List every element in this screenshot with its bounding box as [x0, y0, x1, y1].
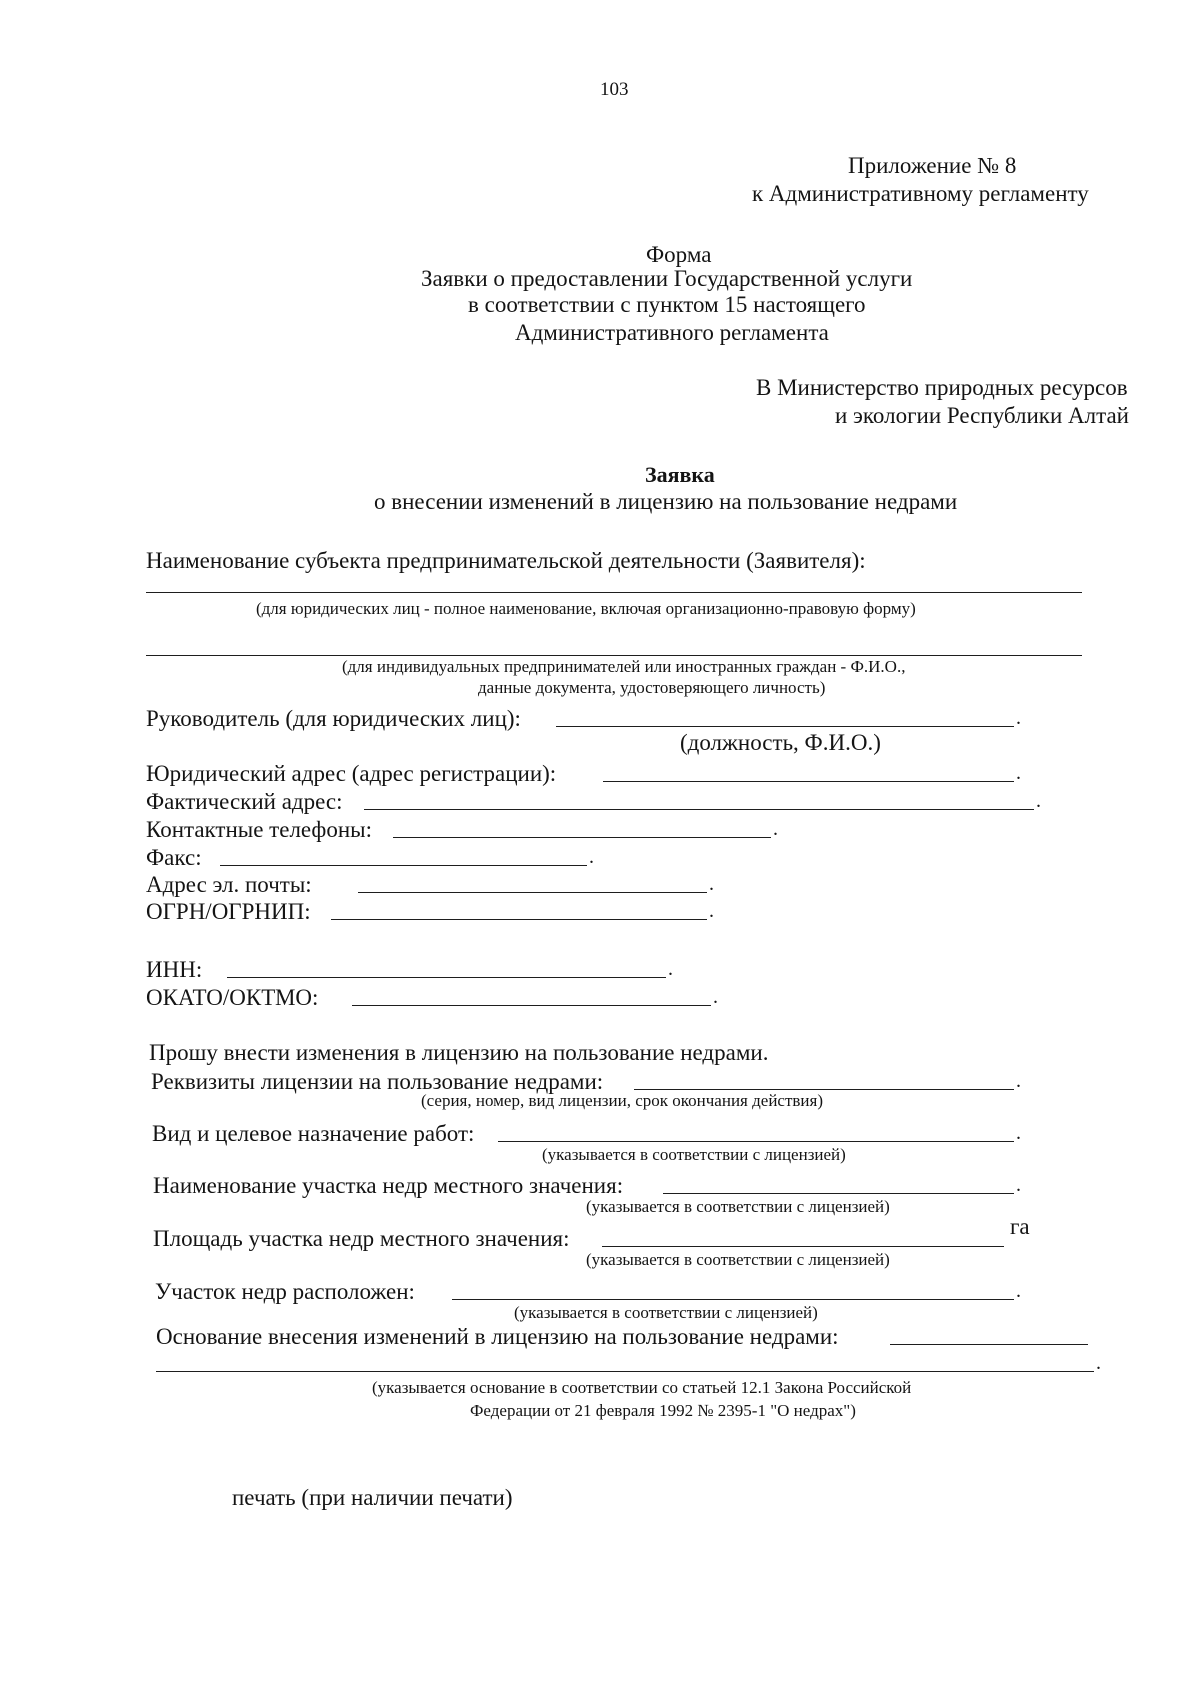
head-field-period: . — [1016, 707, 1021, 729]
ogrn-period: . — [709, 900, 714, 922]
plot-name-period: . — [1016, 1174, 1021, 1196]
plot-name-hint: (указывается в соответствии с лицензией) — [586, 1197, 890, 1216]
email-label: Адрес эл. почты: — [146, 872, 312, 897]
plot-location-field[interactable] — [452, 1299, 1014, 1300]
applicant-individual-hint-2: данные документа, удостоверяющего личность) — [478, 678, 826, 697]
work-type-label: Вид и целевое назначение работ: — [152, 1121, 475, 1146]
plot-location-hint: (указывается в соответствии с лицензией) — [514, 1303, 818, 1322]
applicant-name-label: Наименование субъекта предпринимательской деятельности (Заявителя): — [146, 548, 866, 573]
fax-field[interactable] — [220, 865, 587, 866]
ogrn-field[interactable] — [331, 919, 707, 920]
head-hint: (должность, Ф.И.О.) — [680, 730, 881, 755]
page-number: 103 — [600, 79, 629, 100]
plot-name-field[interactable] — [663, 1193, 1014, 1194]
license-details-label: Реквизиты лицензии на пользование недрами: — [151, 1069, 604, 1094]
head-field[interactable] — [556, 726, 1014, 727]
email-field[interactable] — [358, 892, 707, 893]
inn-period: . — [668, 958, 673, 980]
work-type-hint: (указывается в соответствии с лицензией) — [542, 1145, 846, 1164]
actual-address-label: Фактический адрес: — [146, 789, 343, 814]
stamp-text: печать (при наличии печати) — [232, 1485, 513, 1510]
applicant-individual-hint-1: (для индивидуальных предпринимателей или иностранных граждан - Ф.И.О., — [342, 657, 906, 676]
appendix-reference: к Административному регламенту — [752, 181, 1089, 206]
license-details-hint: (серия, номер, вид лицензии, срок окончания действия) — [421, 1091, 823, 1110]
basis-hint-2: Федерации от 21 февраля 1992 № 2395-1 "О недрах") — [470, 1401, 856, 1420]
legal-address-field[interactable] — [603, 781, 1014, 782]
request-text: Прошу внести изменения в лицензию на пользование недрами. — [149, 1040, 769, 1065]
plot-location-label: Участок недр расположен: — [155, 1279, 415, 1304]
actual-address-period: . — [1036, 790, 1041, 812]
okato-period: . — [713, 986, 718, 1008]
email-period: . — [709, 873, 714, 895]
okato-field[interactable] — [352, 1005, 711, 1006]
plot-area-label: Площадь участка недр местного значения: — [153, 1226, 570, 1251]
applicant-individual-name-field[interactable] — [146, 655, 1082, 656]
plot-location-period: . — [1016, 1280, 1021, 1302]
okato-label: ОКАТО/ОКТМО: — [146, 985, 319, 1010]
phones-period: . — [773, 818, 778, 840]
form-header-line-3: в соответствии с пунктом 15 настоящего — [468, 292, 866, 317]
form-header-line-2: Заявки о предоставлении Государственной услуги — [421, 266, 913, 291]
inn-label: ИНН: — [146, 957, 203, 982]
head-label: Руководитель (для юридических лиц): — [146, 706, 521, 731]
fax-label: Факс: — [146, 845, 202, 870]
plot-area-field[interactable] — [602, 1246, 1004, 1247]
applicant-legal-name-field[interactable] — [146, 592, 1082, 593]
license-details-field[interactable] — [634, 1089, 1014, 1090]
legal-address-period: . — [1016, 762, 1021, 784]
plot-area-hint: (указывается в соответствии с лицензией) — [586, 1250, 890, 1269]
form-header-line-4: Административного регламента — [515, 320, 829, 345]
applicant-legal-hint: (для юридических лиц - полное наименование, включая организационно-правовую форму) — [256, 599, 916, 618]
actual-address-field[interactable] — [364, 809, 1034, 810]
phones-label: Контактные телефоны: — [146, 817, 372, 842]
basis-period: . — [1096, 1352, 1101, 1374]
legal-address-label: Юридический адрес (адрес регистрации): — [146, 761, 557, 786]
form-label: Форма — [646, 242, 712, 267]
plot-area-unit: га — [1010, 1214, 1030, 1239]
addressee-line-1: В Министерство природных ресурсов — [756, 375, 1128, 400]
license-details-period: . — [1016, 1070, 1021, 1092]
plot-name-label: Наименование участка недр местного значения: — [153, 1173, 624, 1198]
basis-label: Основание внесения изменений в лицензию на пользование недрами: — [156, 1324, 839, 1349]
addressee-line-2: и экологии Республики Алтай — [835, 403, 1129, 428]
appendix-number: Приложение № 8 — [848, 153, 1017, 178]
inn-field[interactable] — [227, 977, 666, 978]
document-title: Заявка — [645, 462, 715, 487]
ogrn-label: ОГРН/ОГРНИП: — [146, 899, 311, 924]
phones-field[interactable] — [393, 837, 771, 838]
work-type-field[interactable] — [498, 1141, 1014, 1142]
basis-hint-1: (указывается основание в соответствии со статьей 12.1 Закона Российской — [372, 1378, 912, 1397]
work-type-period: . — [1016, 1122, 1021, 1144]
fax-period: . — [589, 846, 594, 868]
basis-field-line-1[interactable] — [890, 1344, 1088, 1345]
document-subtitle: о внесении изменений в лицензию на пользование недрами — [374, 489, 958, 514]
basis-field-line-2[interactable] — [156, 1371, 1094, 1372]
